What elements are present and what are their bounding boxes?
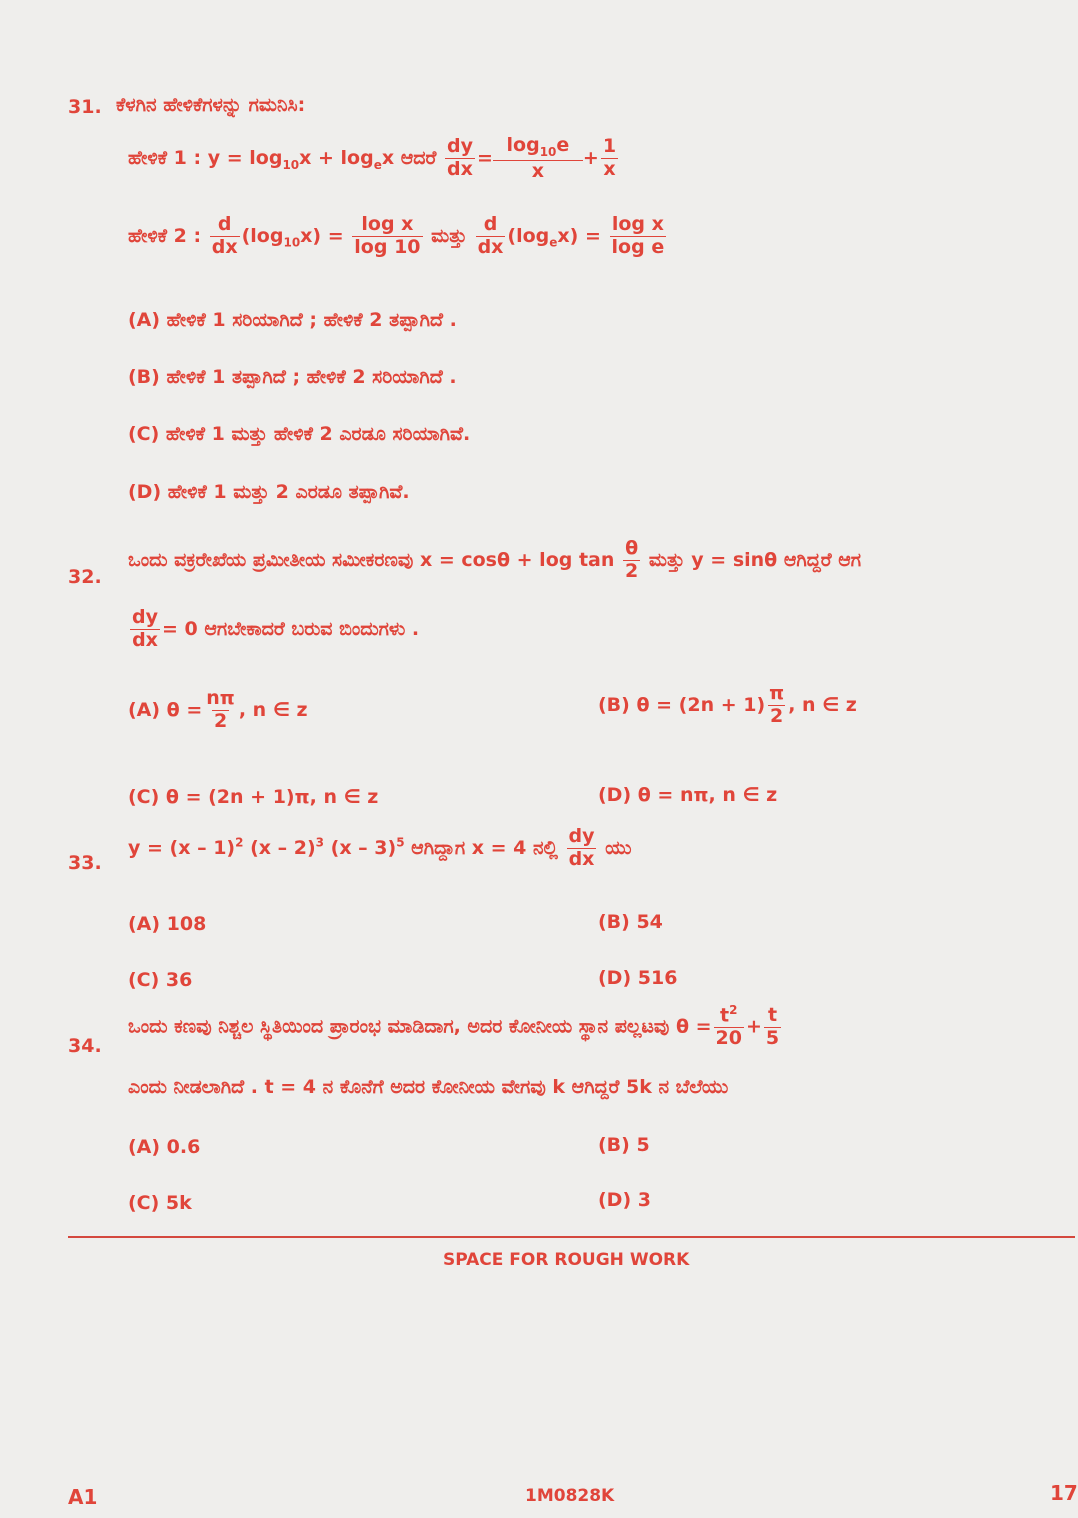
q31-option-c[interactable]: (C) ಹೇಳಿಕೆ 1 ಮತ್ತು ಹೇಳಿಕೆ 2 ಎರಡೂ ಸರಿಯಾಗಿವೆ. <box>128 423 471 445</box>
rough-work-divider <box>68 1236 1075 1238</box>
q34-number: 34. <box>68 1035 102 1057</box>
page-number: 17 <box>1050 1481 1078 1505</box>
q34-option-c[interactable]: (C) 5k <box>128 1192 192 1214</box>
q34-stem: ಒಂದು ಕಣವು ನಿಶ್ಚಲ ಸ್ಥಿತಿಯಿಂದ ಪ್ರಾರಂಭ ಮಾಡಿದಾಗ, ಅದರ ಕೋನೀಯ ಸ್ಥಾನ ಪಲ್ಲಟವು θ = $\frac{t^2}{20}$ + $\frac{t}{5}$ <box>128 1003 780 1050</box>
q31-option-a[interactable]: (A) ಹೇಳಿಕೆ 1 ಸರಿಯಾಗಿದೆ ; ಹೇಳಿಕೆ 2 ತಪ್ಪಾಗಿದೆ . <box>128 309 457 331</box>
footer-center-code: 1M0828K <box>525 1486 615 1506</box>
q32-option-c[interactable]: (C) θ = (2n + 1)π, n ∈ z <box>128 786 379 808</box>
q31-number: 31. <box>68 96 102 118</box>
footer-left-code: A1 <box>68 1485 98 1509</box>
q34-option-d[interactable]: (D) 3 <box>598 1189 651 1211</box>
q32-option-d[interactable]: (D) θ = nπ, n ∈ z <box>598 784 778 806</box>
q32-option-b[interactable]: (B) θ = (2n + 1) $\frac{\pi}{2}$ , n ∈ z <box>598 682 857 727</box>
q33-option-c[interactable]: (C) 36 <box>128 969 193 991</box>
q31-option-d[interactable]: (D) ಹೇಳಿಕೆ 1 ಮತ್ತು 2 ಎರಡೂ ತಪ್ಪಾಗಿವೆ. <box>128 481 410 503</box>
q34-option-a[interactable]: (A) 0.6 <box>128 1136 201 1158</box>
q33-option-a[interactable]: (A) 108 <box>128 913 207 935</box>
q31-statement-1: ಹೇಳಿಕೆ 1 : $y = \log_{10}x + \log_ex$ ಆದರೆ $\frac{dy}{dx}$ = $\frac{\log_{10}e}{x}$ + $\frac{1}{x}$ <box>128 134 617 182</box>
q34-option-b[interactable]: (B) 5 <box>598 1134 650 1156</box>
q31-option-b[interactable]: (B) ಹೇಳಿಕೆ 1 ತಪ್ಪಾಗಿದೆ ; ಹೇಳಿಕೆ 2 ಸರಿಯಾಗಿದೆ . <box>128 366 457 388</box>
q33-option-d[interactable]: (D) 516 <box>598 967 678 989</box>
q32-option-a[interactable]: (A) θ = $\frac{n\pi}{2}$ , n ∈ z <box>128 687 308 732</box>
rough-work-label: SPACE FOR ROUGH WORK <box>443 1250 690 1270</box>
q32-stem: ಒಂದು ವಕ್ರರೇಖೆಯ ಪ್ರಮೀತೀಯ ಸಮೀಕರಣವು x = cosθ + log tan $\frac{\theta}{2}$ ಮತ್ತು y = sinθ ಆಗಿದ್ದರೆ ಆಗ <box>128 537 862 582</box>
q32-stem-line-2: $\frac{dy}{dx}$ = 0 ಆಗಬೇಕಾದರೆ ಬರುವ ಬಿಂದುಗಳು . <box>132 606 420 651</box>
q34-stem-line-2: ಎಂದು ನೀಡಲಾಗಿದೆ . t = 4 ನ ಕೊನೆಗೆ ಅದರ ಕೋನೀಯ ವೇಗವು k ಆಗಿದ್ದರೆ 5k ನ ಬೆಲೆಯು <box>128 1076 729 1098</box>
q31-stem: ಕೆಳಗಿನ ಹೇಳಿಕೆಗಳನ್ನು ಗಮನಿಸಿ: <box>116 94 306 116</box>
q31-statement-2: ಹೇಳಿಕೆ 2 : $\frac{d}{dx}$ $(\log_{10}x)$ = $\frac{\text{log x}}{\log 10}$ ಮತ್ತು $\frac{d}{dx}$ $(\log_ex)$ = $\frac{\text{log x}}{\text{log e}}$ <box>128 213 665 258</box>
q33-stem: y = (x – 1)$^2$ (x – 2)$^3$ (x – 3)$^5$ ಆಗಿದ್ದಾಗ x = 4 ನಲ್ಲಿ $\frac{dy}{dx}$ ಯು <box>128 825 632 870</box>
q32-number: 32. <box>68 566 102 588</box>
q33-number: 33. <box>68 852 102 874</box>
q33-option-b[interactable]: (B) 54 <box>598 911 663 933</box>
